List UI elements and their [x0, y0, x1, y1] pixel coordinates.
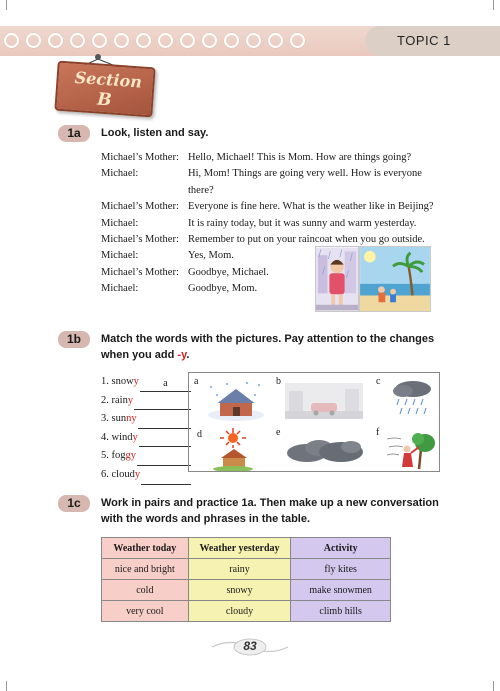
binder-rings [4, 33, 305, 51]
word-number: 1. [101, 376, 112, 387]
dialog-line: Hello, Michael! This is Mom. How are things going? [188, 152, 412, 163]
word-suffix: ny [126, 413, 137, 425]
speaker [101, 183, 188, 199]
table-header-row [102, 538, 391, 559]
picture-letter-d: d [197, 429, 202, 440]
word-row [101, 429, 191, 448]
answer-blank[interactable] [137, 452, 191, 466]
dialog-row [101, 166, 451, 182]
crop-mark [493, 681, 494, 691]
binder-ring [70, 33, 85, 48]
dialog-line: Remember to put on your raincoat when you go outside. [188, 234, 425, 246]
foggy-street-picture [285, 383, 363, 419]
instruction-1c-line2: with the words and phrases in the table. [101, 513, 311, 525]
binder-ring [268, 33, 283, 48]
answer-blank[interactable] [134, 396, 191, 410]
table-header: Activity [291, 538, 391, 559]
word-row [101, 410, 191, 429]
picture-letter-f: f [376, 427, 380, 438]
table-cell: cold [102, 580, 189, 601]
answer-blank[interactable]: a [140, 378, 191, 392]
instruction-1b-period: . [186, 349, 190, 361]
dialog-line: Goodbye, Michael. [188, 266, 269, 278]
table-cell: snowy [188, 580, 291, 601]
speaker: Michael’s Mother: [101, 266, 179, 278]
word-list [101, 373, 191, 485]
answer-blank[interactable] [141, 471, 191, 485]
picture-letter-b: b [276, 376, 281, 387]
picture-grid [188, 372, 440, 472]
word-number: 4. [101, 431, 112, 443]
binder-ring [4, 33, 19, 48]
word-number: 3. [101, 413, 112, 425]
word-number: 2. [101, 394, 112, 406]
cloudy-picture [285, 437, 365, 465]
table-cell: make snowmen [291, 580, 391, 601]
rainy-cloud-picture [389, 377, 435, 421]
activity-label-1a: 1a [58, 125, 90, 142]
word-suffix: y [134, 468, 141, 480]
binder-ring [246, 33, 261, 48]
suffix-y: -y [177, 349, 187, 361]
instruction-1b-line2 [101, 347, 189, 364]
activity-label-1b: 1b [58, 331, 90, 348]
speaker: Michael’s Mother: [101, 152, 179, 163]
crop-mark [6, 0, 7, 10]
word-stem: cloud [111, 468, 135, 480]
binder-ring [180, 33, 195, 48]
table-row [102, 559, 391, 580]
table-cell: rainy [188, 559, 291, 580]
answer-blank[interactable] [139, 433, 191, 447]
word-row [101, 447, 191, 466]
dialog-line: Goodbye, Mom. [188, 283, 258, 295]
word-row [101, 373, 191, 392]
instruction-1a: Look, listen and say. [101, 127, 209, 139]
instruction-1c-line1: Work in pairs and practice 1a. Then make up a new conversation [101, 497, 439, 509]
table-cell: cloudy [188, 601, 291, 622]
word-row [101, 466, 191, 485]
word-stem: snow [111, 376, 134, 387]
page-number-badge [210, 636, 290, 658]
dialog-row [101, 150, 451, 166]
crop-mark [493, 0, 494, 10]
table-cell: very cool [102, 601, 189, 622]
section-sign [54, 61, 155, 118]
dialog-line: Hi, Mom! Things are going very well. How is everyone [188, 168, 422, 180]
windy-picture [385, 427, 435, 471]
illustration-rainy-city [315, 246, 359, 312]
word-suffix: gy [125, 450, 136, 462]
speaker: Michael: [101, 217, 139, 229]
word-stem: fog [111, 450, 126, 462]
table-row [102, 580, 391, 601]
word-suffix: y [127, 394, 134, 406]
picture-letter-c: c [376, 376, 381, 387]
illustration-beach [359, 246, 431, 312]
table-cell: climb hills [291, 601, 391, 622]
dialog-line: Everyone is fine here. What is the weather like in Beijing? [188, 201, 434, 213]
speaker: Michael’s Mother: [101, 234, 179, 246]
dialog-line: Yes, Mom. [188, 250, 234, 262]
crop-mark [6, 681, 7, 691]
table-cell: fly kites [291, 559, 391, 580]
speaker: Michael: [101, 250, 139, 262]
table-header: Weather today [102, 538, 189, 559]
dialog-row [101, 216, 451, 232]
table-header: Weather yesterday [188, 538, 291, 559]
binder-ring [48, 33, 63, 48]
page-number: 83 [243, 639, 257, 653]
section-word: Section [74, 67, 143, 92]
answer-blank[interactable] [138, 415, 191, 429]
binder-ring [224, 33, 239, 48]
instruction-1b-line1: Match the words with the pictures. Pay attention to the changes [101, 333, 435, 345]
sign-nail [95, 54, 101, 60]
dialog-line: there? [188, 184, 214, 196]
instruction-1b-text: when you add [101, 349, 178, 361]
binder-ring [136, 33, 151, 48]
word-row [101, 392, 191, 411]
dialog-line: It is rainy today, but it was sunny and warm yesterday. [188, 217, 417, 229]
word-number: 5. [101, 450, 112, 462]
phrase-table [101, 537, 391, 622]
dialog-row [101, 183, 451, 199]
binder-ring [26, 33, 41, 48]
word-number: 6. [101, 468, 112, 480]
word-stem: wind [111, 431, 133, 443]
word-suffix: y [133, 376, 139, 387]
binder-ring [290, 33, 305, 48]
word-stem: sun [111, 413, 127, 425]
picture-letter-a: a [194, 376, 199, 387]
speaker: Michael: [101, 168, 139, 180]
speaker: Michael’s Mother: [101, 201, 179, 213]
picture-letter-e: e [276, 427, 281, 438]
topic-tab: TOPIC 1 [365, 26, 500, 56]
binder-ring [92, 33, 107, 48]
binder-ring [158, 33, 173, 48]
word-suffix: y [132, 431, 138, 443]
section-letter: B [96, 89, 113, 111]
sunny-picture [211, 427, 255, 471]
binder-ring [114, 33, 129, 48]
table-row [102, 601, 391, 622]
speaker: Michael: [101, 283, 139, 295]
snowy-house-picture [207, 381, 265, 421]
dialog-row [101, 199, 451, 215]
activity-label-1c: 1c [58, 495, 90, 512]
binder-ring [202, 33, 217, 48]
word-stem: rain [111, 394, 128, 406]
table-cell: nice and bright [102, 559, 189, 580]
